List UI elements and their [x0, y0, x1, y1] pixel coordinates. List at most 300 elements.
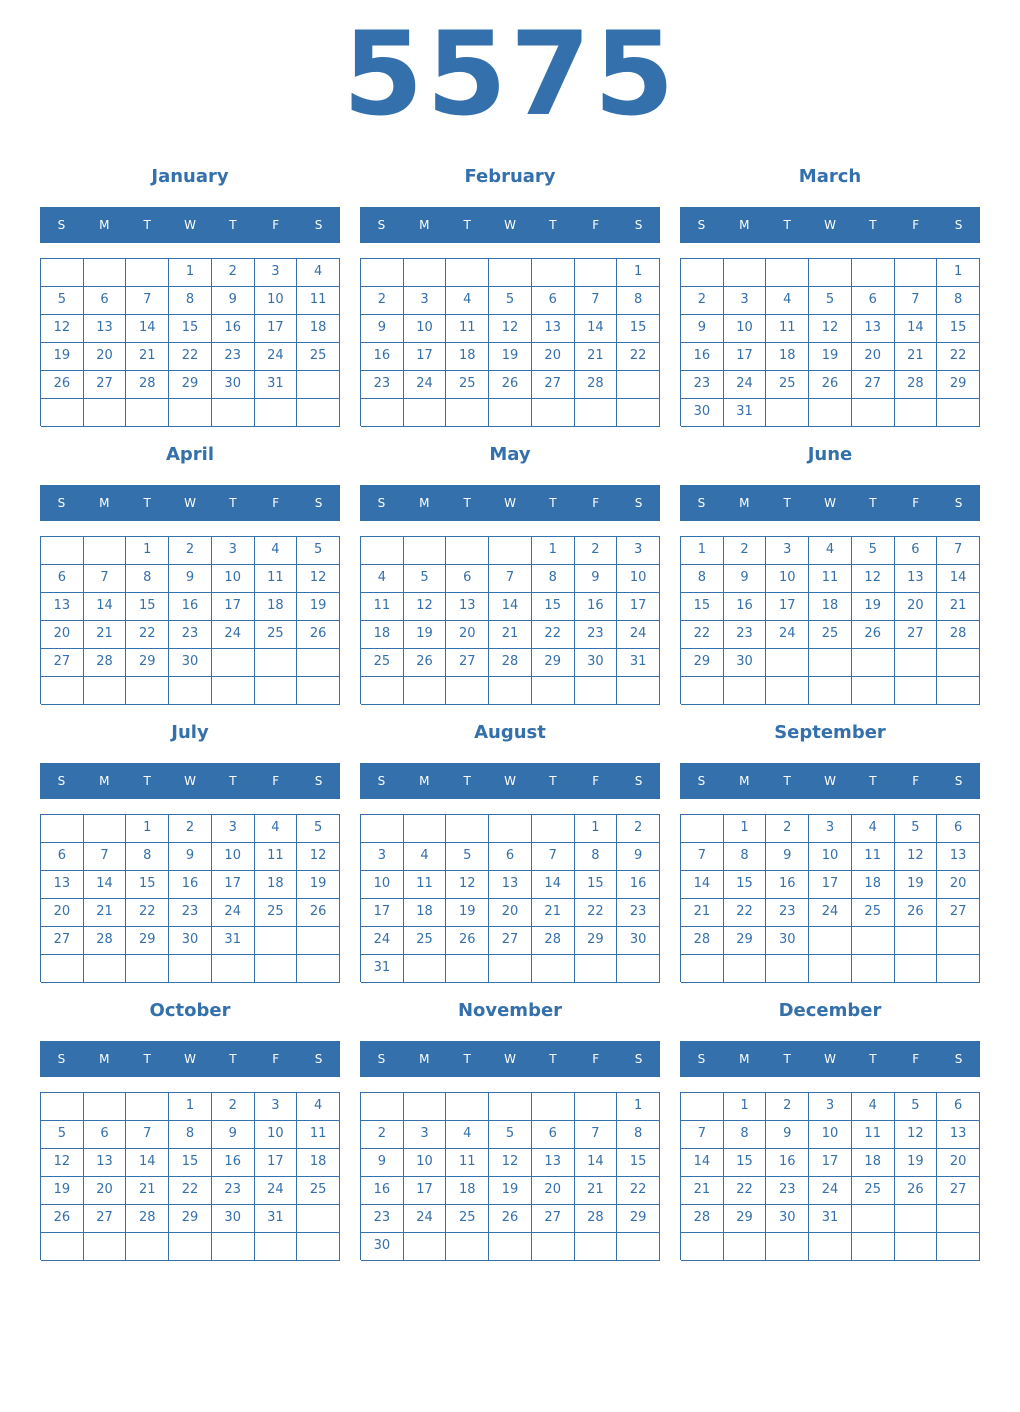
day-cell: 21 — [681, 899, 724, 927]
day-cell: 12 — [404, 593, 447, 621]
day-cell: 19 — [446, 899, 489, 927]
weekday-label: W — [504, 218, 516, 232]
day-cell — [852, 1205, 895, 1233]
day-cell: 22 — [126, 621, 169, 649]
day-cell: 24 — [766, 621, 809, 649]
day-cell: 28 — [532, 927, 575, 955]
month-name: August — [474, 722, 546, 743]
weekday-header — [680, 763, 980, 799]
day-cell — [297, 371, 340, 399]
day-cell — [404, 399, 447, 427]
weekday-label: S — [954, 774, 963, 788]
day-cell: 11 — [809, 565, 852, 593]
day-cell: 16 — [361, 1177, 404, 1205]
day-cell: 31 — [361, 955, 404, 983]
day-cell: 24 — [255, 1177, 298, 1205]
day-cell — [575, 955, 618, 983]
day-cell: 7 — [575, 287, 618, 315]
day-cell — [489, 259, 532, 287]
day-grid — [40, 258, 340, 426]
day-cell: 4 — [766, 287, 809, 315]
day-cell: 18 — [297, 1149, 340, 1177]
day-cell: 8 — [532, 565, 575, 593]
day-cell — [489, 537, 532, 565]
day-cell — [895, 399, 938, 427]
day-cell — [297, 955, 340, 983]
weekday-label: M — [99, 1052, 110, 1066]
day-cell — [84, 259, 127, 287]
day-cell: 11 — [361, 593, 404, 621]
day-cell: 7 — [84, 843, 127, 871]
day-cell: 2 — [361, 287, 404, 315]
weekday-label: W — [824, 218, 836, 232]
month-1 — [360, 162, 660, 432]
day-cell: 9 — [169, 843, 212, 871]
day-cell: 16 — [575, 593, 618, 621]
day-cell — [446, 955, 489, 983]
month-10 — [360, 996, 660, 1266]
day-cell — [489, 1233, 532, 1261]
weekday-label: T — [143, 774, 151, 788]
day-cell: 29 — [937, 371, 980, 399]
day-cell — [895, 677, 938, 705]
day-cell — [255, 677, 298, 705]
day-cell: 5 — [41, 287, 84, 315]
weekday-label: S — [697, 218, 706, 232]
day-cell: 13 — [84, 315, 127, 343]
weekday-label: T — [463, 1052, 471, 1066]
day-cell — [297, 1205, 340, 1233]
day-cell: 26 — [852, 621, 895, 649]
day-cell — [809, 399, 852, 427]
day-cell: 24 — [724, 371, 767, 399]
day-cell: 13 — [895, 565, 938, 593]
day-cell — [84, 537, 127, 565]
day-cell: 23 — [766, 1177, 809, 1205]
day-cell: 7 — [681, 843, 724, 871]
day-cell: 26 — [297, 899, 340, 927]
day-cell: 16 — [169, 871, 212, 899]
day-cell — [937, 677, 980, 705]
day-grid — [680, 1092, 980, 1260]
weekday-label: T — [549, 218, 557, 232]
day-cell: 6 — [41, 843, 84, 871]
day-cell: 18 — [255, 871, 298, 899]
day-grid — [360, 1092, 660, 1260]
day-cell: 18 — [404, 899, 447, 927]
day-cell: 26 — [489, 371, 532, 399]
weekday-label: S — [697, 774, 706, 788]
day-cell — [617, 955, 660, 983]
weekday-label: W — [504, 774, 516, 788]
day-cell: 8 — [681, 565, 724, 593]
day-cell: 1 — [126, 537, 169, 565]
month-name: February — [464, 166, 556, 187]
day-cell: 25 — [297, 1177, 340, 1205]
day-cell — [361, 399, 404, 427]
weekday-label: S — [954, 1052, 963, 1066]
day-cell: 15 — [126, 871, 169, 899]
day-cell: 5 — [297, 537, 340, 565]
month-name: June — [807, 444, 853, 465]
day-cell: 13 — [41, 871, 84, 899]
day-cell — [255, 1233, 298, 1261]
day-cell: 7 — [126, 287, 169, 315]
day-cell: 18 — [852, 1149, 895, 1177]
day-cell: 1 — [681, 537, 724, 565]
day-cell — [212, 649, 255, 677]
day-cell — [575, 1233, 618, 1261]
day-cell — [895, 1205, 938, 1233]
weekday-label: T — [143, 1052, 151, 1066]
weekday-label: S — [697, 496, 706, 510]
day-cell: 21 — [575, 1177, 618, 1205]
weekday-label: F — [272, 496, 280, 510]
day-cell: 8 — [169, 287, 212, 315]
day-cell — [489, 399, 532, 427]
day-cell: 5 — [895, 1093, 938, 1121]
weekday-label: W — [184, 496, 196, 510]
day-cell: 26 — [809, 371, 852, 399]
day-cell: 29 — [126, 927, 169, 955]
weekday-label: S — [377, 218, 386, 232]
day-cell: 23 — [169, 899, 212, 927]
day-cell: 10 — [404, 1149, 447, 1177]
day-cell: 26 — [895, 1177, 938, 1205]
weekday-label: S — [377, 1052, 386, 1066]
day-cell: 17 — [404, 1177, 447, 1205]
weekday-label: T — [549, 774, 557, 788]
weekday-label: S — [377, 496, 386, 510]
weekday-label: T — [549, 1052, 557, 1066]
day-cell: 8 — [724, 843, 767, 871]
day-cell: 30 — [212, 1205, 255, 1233]
day-cell: 19 — [297, 593, 340, 621]
day-cell: 18 — [446, 343, 489, 371]
day-cell — [809, 1233, 852, 1261]
day-cell — [766, 399, 809, 427]
day-cell: 20 — [41, 621, 84, 649]
day-cell: 20 — [446, 621, 489, 649]
day-cell: 20 — [532, 343, 575, 371]
weekday-header — [40, 1041, 340, 1077]
day-cell: 21 — [126, 343, 169, 371]
day-cell: 25 — [297, 343, 340, 371]
day-cell — [809, 259, 852, 287]
day-cell: 21 — [937, 593, 980, 621]
day-cell: 4 — [809, 537, 852, 565]
day-cell: 12 — [852, 565, 895, 593]
day-cell: 2 — [361, 1121, 404, 1149]
day-cell — [404, 537, 447, 565]
day-cell: 29 — [617, 1205, 660, 1233]
day-cell: 3 — [404, 1121, 447, 1149]
day-cell: 18 — [446, 1177, 489, 1205]
day-cell: 3 — [617, 537, 660, 565]
day-cell: 6 — [532, 287, 575, 315]
weekday-label: T — [463, 218, 471, 232]
day-cell: 29 — [126, 649, 169, 677]
day-cell: 26 — [446, 927, 489, 955]
day-cell: 25 — [446, 1205, 489, 1233]
day-cell — [681, 815, 724, 843]
day-cell: 11 — [766, 315, 809, 343]
day-cell: 2 — [212, 259, 255, 287]
day-cell: 5 — [809, 287, 852, 315]
day-cell: 23 — [361, 1205, 404, 1233]
day-cell: 13 — [489, 871, 532, 899]
day-cell: 6 — [489, 843, 532, 871]
weekday-label: W — [504, 1052, 516, 1066]
weekday-label: T — [869, 218, 877, 232]
day-cell — [532, 815, 575, 843]
day-cell: 16 — [766, 1149, 809, 1177]
weekday-label: M — [419, 496, 430, 510]
day-cell: 15 — [617, 315, 660, 343]
day-cell: 16 — [361, 343, 404, 371]
day-cell: 9 — [617, 843, 660, 871]
day-cell: 23 — [169, 621, 212, 649]
day-cell — [84, 677, 127, 705]
day-cell — [809, 955, 852, 983]
weekday-label: S — [634, 496, 643, 510]
day-cell — [41, 677, 84, 705]
day-cell: 28 — [126, 371, 169, 399]
weekday-label: T — [463, 496, 471, 510]
day-cell — [255, 927, 298, 955]
weekday-label: T — [869, 496, 877, 510]
day-cell — [937, 1233, 980, 1261]
day-cell: 29 — [724, 927, 767, 955]
day-cell: 23 — [575, 621, 618, 649]
day-cell — [937, 649, 980, 677]
day-cell — [852, 927, 895, 955]
day-cell: 25 — [361, 649, 404, 677]
day-cell: 15 — [681, 593, 724, 621]
day-cell: 8 — [169, 1121, 212, 1149]
day-cell: 23 — [681, 371, 724, 399]
day-cell — [297, 677, 340, 705]
day-cell: 11 — [297, 287, 340, 315]
day-cell: 4 — [361, 565, 404, 593]
day-cell: 11 — [446, 315, 489, 343]
day-cell — [361, 259, 404, 287]
day-cell: 19 — [297, 871, 340, 899]
day-cell: 6 — [84, 287, 127, 315]
day-cell: 11 — [404, 871, 447, 899]
weekday-label: S — [314, 1052, 323, 1066]
day-cell: 15 — [169, 1149, 212, 1177]
day-cell: 31 — [212, 927, 255, 955]
month-6 — [40, 718, 340, 988]
day-cell: 5 — [404, 565, 447, 593]
weekday-label: F — [272, 774, 280, 788]
weekday-label: S — [634, 1052, 643, 1066]
day-cell: 27 — [937, 899, 980, 927]
day-cell — [532, 955, 575, 983]
weekday-label: W — [824, 496, 836, 510]
day-cell: 30 — [212, 371, 255, 399]
day-cell — [852, 399, 895, 427]
day-cell: 17 — [724, 343, 767, 371]
day-cell: 13 — [532, 315, 575, 343]
day-cell: 2 — [575, 537, 618, 565]
day-cell: 14 — [575, 1149, 618, 1177]
day-cell: 30 — [724, 649, 767, 677]
weekday-label: T — [783, 218, 791, 232]
weekday-label: F — [272, 1052, 280, 1066]
day-cell — [766, 1233, 809, 1261]
day-cell: 26 — [41, 1205, 84, 1233]
day-cell: 15 — [532, 593, 575, 621]
day-cell — [126, 955, 169, 983]
day-cell: 16 — [766, 871, 809, 899]
day-cell: 30 — [169, 927, 212, 955]
day-cell — [446, 1233, 489, 1261]
day-cell: 30 — [575, 649, 618, 677]
day-cell: 11 — [852, 843, 895, 871]
day-cell — [404, 1233, 447, 1261]
day-cell: 14 — [575, 315, 618, 343]
day-cell: 21 — [84, 899, 127, 927]
day-cell — [617, 399, 660, 427]
day-cell — [84, 399, 127, 427]
day-cell: 22 — [169, 1177, 212, 1205]
weekday-label: S — [697, 1052, 706, 1066]
day-cell: 4 — [446, 287, 489, 315]
weekday-label: T — [783, 1052, 791, 1066]
day-cell: 9 — [212, 1121, 255, 1149]
weekday-header — [40, 485, 340, 521]
weekday-label: M — [99, 218, 110, 232]
day-cell: 17 — [255, 315, 298, 343]
day-cell: 10 — [809, 843, 852, 871]
day-cell — [404, 815, 447, 843]
day-cell: 22 — [724, 1177, 767, 1205]
day-cell: 18 — [809, 593, 852, 621]
day-cell: 9 — [681, 315, 724, 343]
day-cell — [489, 677, 532, 705]
day-cell: 20 — [937, 871, 980, 899]
day-cell — [404, 1093, 447, 1121]
day-cell: 28 — [575, 371, 618, 399]
weekday-header — [40, 207, 340, 243]
day-cell: 7 — [937, 537, 980, 565]
day-cell: 20 — [895, 593, 938, 621]
month-name: December — [778, 1000, 882, 1021]
day-cell: 31 — [809, 1205, 852, 1233]
day-cell: 9 — [169, 565, 212, 593]
day-cell: 21 — [126, 1177, 169, 1205]
day-cell — [681, 1093, 724, 1121]
day-cell: 22 — [681, 621, 724, 649]
month-8 — [680, 718, 980, 988]
day-cell — [852, 1233, 895, 1261]
day-cell: 14 — [937, 565, 980, 593]
day-cell: 1 — [575, 815, 618, 843]
day-cell — [84, 955, 127, 983]
day-cell — [852, 259, 895, 287]
day-cell — [724, 955, 767, 983]
day-cell: 29 — [532, 649, 575, 677]
day-cell — [617, 371, 660, 399]
day-cell: 30 — [169, 649, 212, 677]
day-cell — [84, 815, 127, 843]
day-cell: 10 — [766, 565, 809, 593]
day-cell: 10 — [617, 565, 660, 593]
day-cell: 2 — [169, 815, 212, 843]
day-cell: 13 — [937, 843, 980, 871]
weekday-label: F — [912, 496, 920, 510]
day-cell — [212, 955, 255, 983]
day-cell: 23 — [766, 899, 809, 927]
day-cell: 15 — [724, 871, 767, 899]
day-cell — [297, 1233, 340, 1261]
day-cell: 5 — [489, 287, 532, 315]
day-cell: 20 — [852, 343, 895, 371]
day-cell: 2 — [766, 1093, 809, 1121]
day-cell: 25 — [255, 621, 298, 649]
day-cell: 19 — [895, 1149, 938, 1177]
weekday-label: W — [504, 496, 516, 510]
month-0 — [40, 162, 340, 432]
weekday-label: S — [57, 1052, 66, 1066]
day-cell: 15 — [575, 871, 618, 899]
day-cell — [212, 677, 255, 705]
day-cell: 3 — [212, 537, 255, 565]
day-cell: 14 — [489, 593, 532, 621]
weekday-label: F — [592, 1052, 600, 1066]
day-cell: 7 — [681, 1121, 724, 1149]
day-cell — [41, 259, 84, 287]
day-cell: 5 — [297, 815, 340, 843]
day-cell: 5 — [446, 843, 489, 871]
day-cell: 6 — [41, 565, 84, 593]
day-cell: 3 — [809, 815, 852, 843]
day-cell: 19 — [852, 593, 895, 621]
day-cell: 6 — [937, 815, 980, 843]
day-cell: 23 — [617, 899, 660, 927]
day-cell: 23 — [361, 371, 404, 399]
day-cell: 25 — [446, 371, 489, 399]
day-cell: 4 — [297, 259, 340, 287]
day-cell: 24 — [809, 899, 852, 927]
day-cell: 25 — [852, 899, 895, 927]
day-cell: 14 — [84, 593, 127, 621]
day-cell: 12 — [895, 843, 938, 871]
day-cell: 15 — [169, 315, 212, 343]
day-cell: 29 — [681, 649, 724, 677]
weekday-label: T — [143, 496, 151, 510]
day-cell: 8 — [126, 843, 169, 871]
day-cell: 22 — [575, 899, 618, 927]
day-cell: 6 — [446, 565, 489, 593]
day-cell: 29 — [169, 371, 212, 399]
day-cell: 1 — [617, 1093, 660, 1121]
day-cell: 1 — [532, 537, 575, 565]
day-cell — [126, 259, 169, 287]
day-cell — [809, 927, 852, 955]
weekday-label: M — [99, 496, 110, 510]
day-cell: 27 — [937, 1177, 980, 1205]
weekday-label: M — [99, 774, 110, 788]
day-cell — [126, 1093, 169, 1121]
weekday-label: M — [419, 774, 430, 788]
weekday-label: W — [184, 1052, 196, 1066]
weekday-label: M — [419, 1052, 430, 1066]
day-cell: 31 — [724, 399, 767, 427]
day-cell — [41, 955, 84, 983]
